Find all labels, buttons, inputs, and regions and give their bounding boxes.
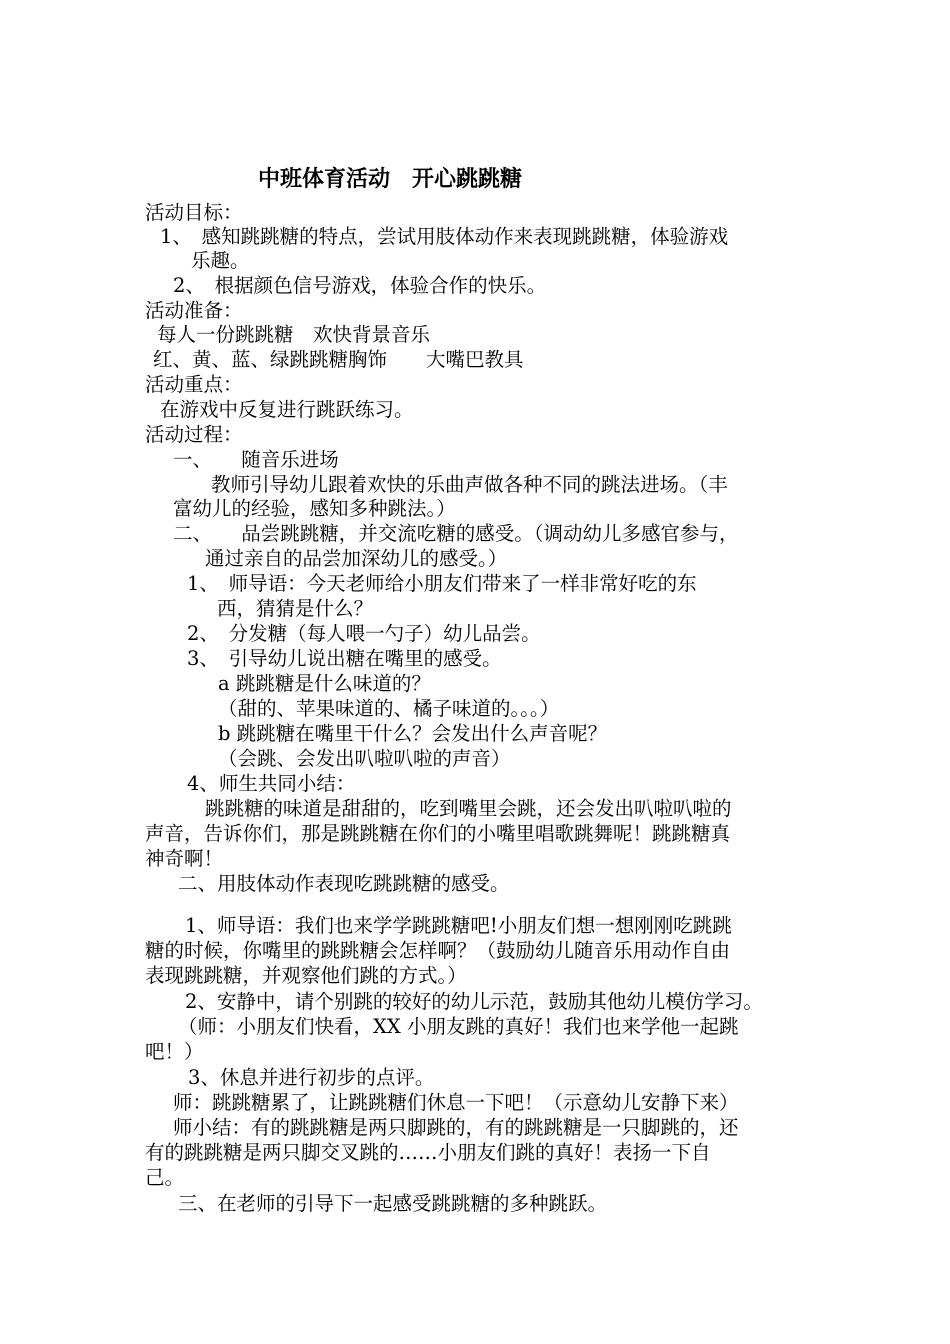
text-line: 3、 引导幼儿说出糖在嘴里的感受。 bbox=[187, 647, 502, 670]
text-line: 2、安静中，请个别跳的较好的幼儿示范，鼓励其他幼儿模仿学习。 bbox=[185, 990, 763, 1013]
text-line: 每人一份跳跳糖 欢快背景音乐 bbox=[157, 323, 431, 346]
text-line: 通过亲自的品尝加深幼儿的感受。） bbox=[205, 547, 508, 570]
text-line: 跳跳糖的味道是甜甜的，吃到嘴里会跳，还会发出叭啦叭啦的 bbox=[205, 797, 732, 820]
page-title: 中班体育活动 开心跳跳糖 bbox=[258, 166, 523, 192]
text-line: 吧！） bbox=[145, 1040, 204, 1063]
text-line: 2、 根据颜色信号游戏，体验合作的快乐。 bbox=[173, 274, 547, 297]
text-line: 1、 感知跳跳糖的特点，尝试用肢体动作来表现跳跳糖，体验游戏 bbox=[160, 225, 729, 248]
text-line: 声音，告诉你们，那是跳跳糖在你们的小嘴里唱歌跳舞呢！跳跳糖真 bbox=[145, 822, 731, 845]
text-line: （师：小朋友们快看，XX 小朋友跳的真好！我们也来学他一起跳 bbox=[178, 1015, 739, 1038]
text-line: 师小结：有的跳跳糖是两只脚跳的，有的跳跳糖是一只脚跳的，还 bbox=[173, 1116, 739, 1139]
text-line: 教师引导幼儿跟着欢快的乐曲声做各种不同的跳法进场。（丰 bbox=[211, 473, 728, 496]
text-line: 师：跳跳糖累了，让跳跳糖们休息一下吧！（示意幼儿安静下来） bbox=[173, 1091, 739, 1114]
text-line: 富幼儿的经验，感知多种跳法。） bbox=[173, 497, 456, 520]
text-line: 1、 师导语：今天老师给小朋友们带来了一样非常好吃的东 bbox=[187, 572, 697, 595]
text-line: 二、 品尝跳跳糖，并交流吃糖的感受。（调动幼儿多感官参与， bbox=[173, 522, 739, 545]
text-line: 三、在老师的引导下一起感受跳跳糖的多种跳跃。 bbox=[178, 1192, 608, 1215]
section-heading-goals: 活动目标： bbox=[145, 201, 243, 224]
text-line: 2、 分发糖（每人喂一勺子）幼儿品尝。 bbox=[187, 622, 541, 645]
text-line: （甜的、苹果味道的、橘子味道的。。。） bbox=[218, 697, 560, 720]
text-line: 4、师生共同小结： bbox=[187, 772, 356, 795]
text-line: 红、黄、蓝、绿跳跳糖胸饰 大嘴巴教具 bbox=[153, 348, 524, 371]
text-line: （会跳、会发出叭啦叭啦的声音） bbox=[218, 747, 511, 770]
text-line: 表现跳跳糖，并观察他们跳的方式。） bbox=[145, 964, 467, 987]
section-heading-preparation: 活动准备： bbox=[145, 299, 243, 322]
text-line: 乐趣。 bbox=[191, 249, 250, 272]
section-heading-process: 活动过程： bbox=[145, 423, 243, 446]
text-line: b 跳跳糖在嘴里干什么？会发出什么声音呢？ bbox=[218, 722, 608, 745]
text-line: a 跳跳糖是什么味道的？ bbox=[218, 672, 431, 695]
text-line: 神奇啊！ bbox=[145, 847, 224, 870]
text-line: 一、 随音乐进场 bbox=[173, 448, 339, 471]
text-line: 在游戏中反复进行跳跃练习。 bbox=[160, 398, 414, 421]
text-line: 3、休息并进行初步的点评。 bbox=[188, 1066, 435, 1089]
text-line: 二、用肢体动作表现吃跳跳糖的感受。 bbox=[178, 872, 510, 895]
text-line: 1、师导语：我们也来学学跳跳糖吧!小朋友们想一想刚刚吃跳跳 bbox=[185, 914, 732, 937]
text-line: 己。 bbox=[145, 1166, 185, 1189]
text-line: 西，猜猜是什么？ bbox=[217, 597, 374, 620]
section-heading-focus: 活动重点： bbox=[145, 373, 243, 396]
text-line: 糖的时候，你嘴里的跳跳糖会怎样啊？（鼓励幼儿随音乐用动作自由 bbox=[145, 939, 731, 962]
text-line: 有的跳跳糖是两只脚交叉跳的……小朋友们跳的真好！表扬一下自 bbox=[145, 1141, 711, 1164]
